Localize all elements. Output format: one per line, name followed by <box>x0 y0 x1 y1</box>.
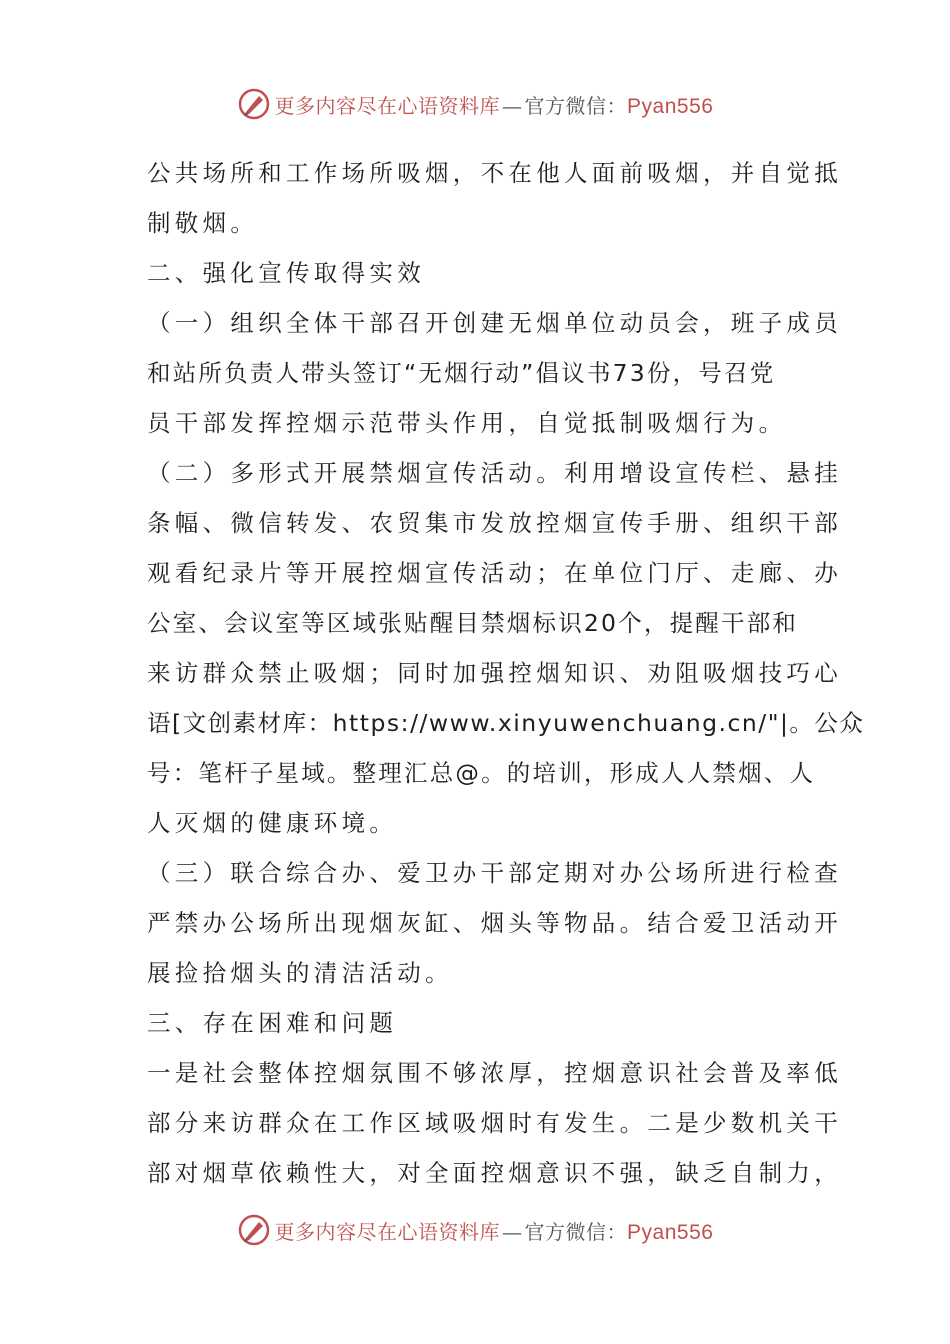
text-line: 制敬烟。 <box>147 209 259 237</box>
banner-text <box>275 1216 714 1245</box>
text-line: 严禁办公场所出现烟灰缸、烟头等物品。结合爱卫活动开 <box>147 909 842 937</box>
text-line: 一是社会整体控烟氛围不够浓厚，控烟意识社会普及率低 <box>147 1059 842 1087</box>
text-line: 展捡拾烟头的清洁活动。 <box>147 959 453 987</box>
text-line: 号：笔杆子星域。整理汇总@。的培训，形成人人禁烟、人 <box>147 759 816 787</box>
header-banner <box>0 84 950 124</box>
pen-nib-logo-icon <box>237 1213 271 1247</box>
document-body <box>147 148 865 1198</box>
text-line: （一）组织全体干部召开创建无烟单位动员会，班子成员 <box>147 309 842 337</box>
footer-banner <box>0 1210 950 1250</box>
banner-sub: 官方微信： <box>524 1219 628 1244</box>
text-line: 和站所负责人带头签订“无烟行动”倡议书73份，号召党 <box>147 359 776 387</box>
text-line: 语[文创素材库：https://www.xinyuwenchuang.cn/"|。公众 <box>147 709 865 737</box>
text-line: 部分来访群众在工作区域吸烟时有发生。二是少数机关干 <box>147 1109 842 1137</box>
text-line: （三）联合综合办、爱卫办干部定期对办公场所进行检查 <box>147 859 842 887</box>
text-line: 公室、会议室等区域张贴醒目禁烟标识20个，提醒干部和 <box>147 609 799 637</box>
banner-text <box>275 90 714 119</box>
banner-dash: — <box>502 93 523 118</box>
section-heading: 三、存在困难和问题 <box>147 1009 398 1037</box>
text-line: 人灭烟的健康环境。 <box>147 809 398 837</box>
pen-nib-logo-icon <box>237 87 271 121</box>
text-line: （二）多形式开展禁烟宣传活动。利用增设宣传栏、悬挂 <box>147 459 842 487</box>
banner-main: 更多内容尽在心语资料库 <box>274 1219 501 1244</box>
text-line: 观看纪录片等开展控烟宣传活动；在单位门厅、走廊、办 <box>147 559 842 587</box>
text-line: 员干部发挥控烟示范带头作用，自觉抵制吸烟行为。 <box>147 409 787 437</box>
text-line: 部对烟草依赖性大，对全面控烟意识不强，缺乏自制力， <box>147 1159 842 1187</box>
banner-main: 更多内容尽在心语资料库 <box>274 93 501 118</box>
banner-sub: 官方微信： <box>524 93 628 118</box>
section-heading: 二、强化宣传取得实效 <box>147 259 425 287</box>
banner-id: Pyan556 <box>627 94 714 118</box>
text-line: 来访群众禁止吸烟；同时加强控烟知识、劝阻吸烟技巧心 <box>147 659 842 687</box>
text-line: 公共场所和工作场所吸烟，不在他人面前吸烟，并自觉抵 <box>147 159 842 187</box>
text-line: 条幅、微信转发、农贸集市发放控烟宣传手册、组织干部 <box>147 509 842 537</box>
banner-id: Pyan556 <box>627 1220 714 1244</box>
banner-dash: — <box>502 1219 523 1244</box>
